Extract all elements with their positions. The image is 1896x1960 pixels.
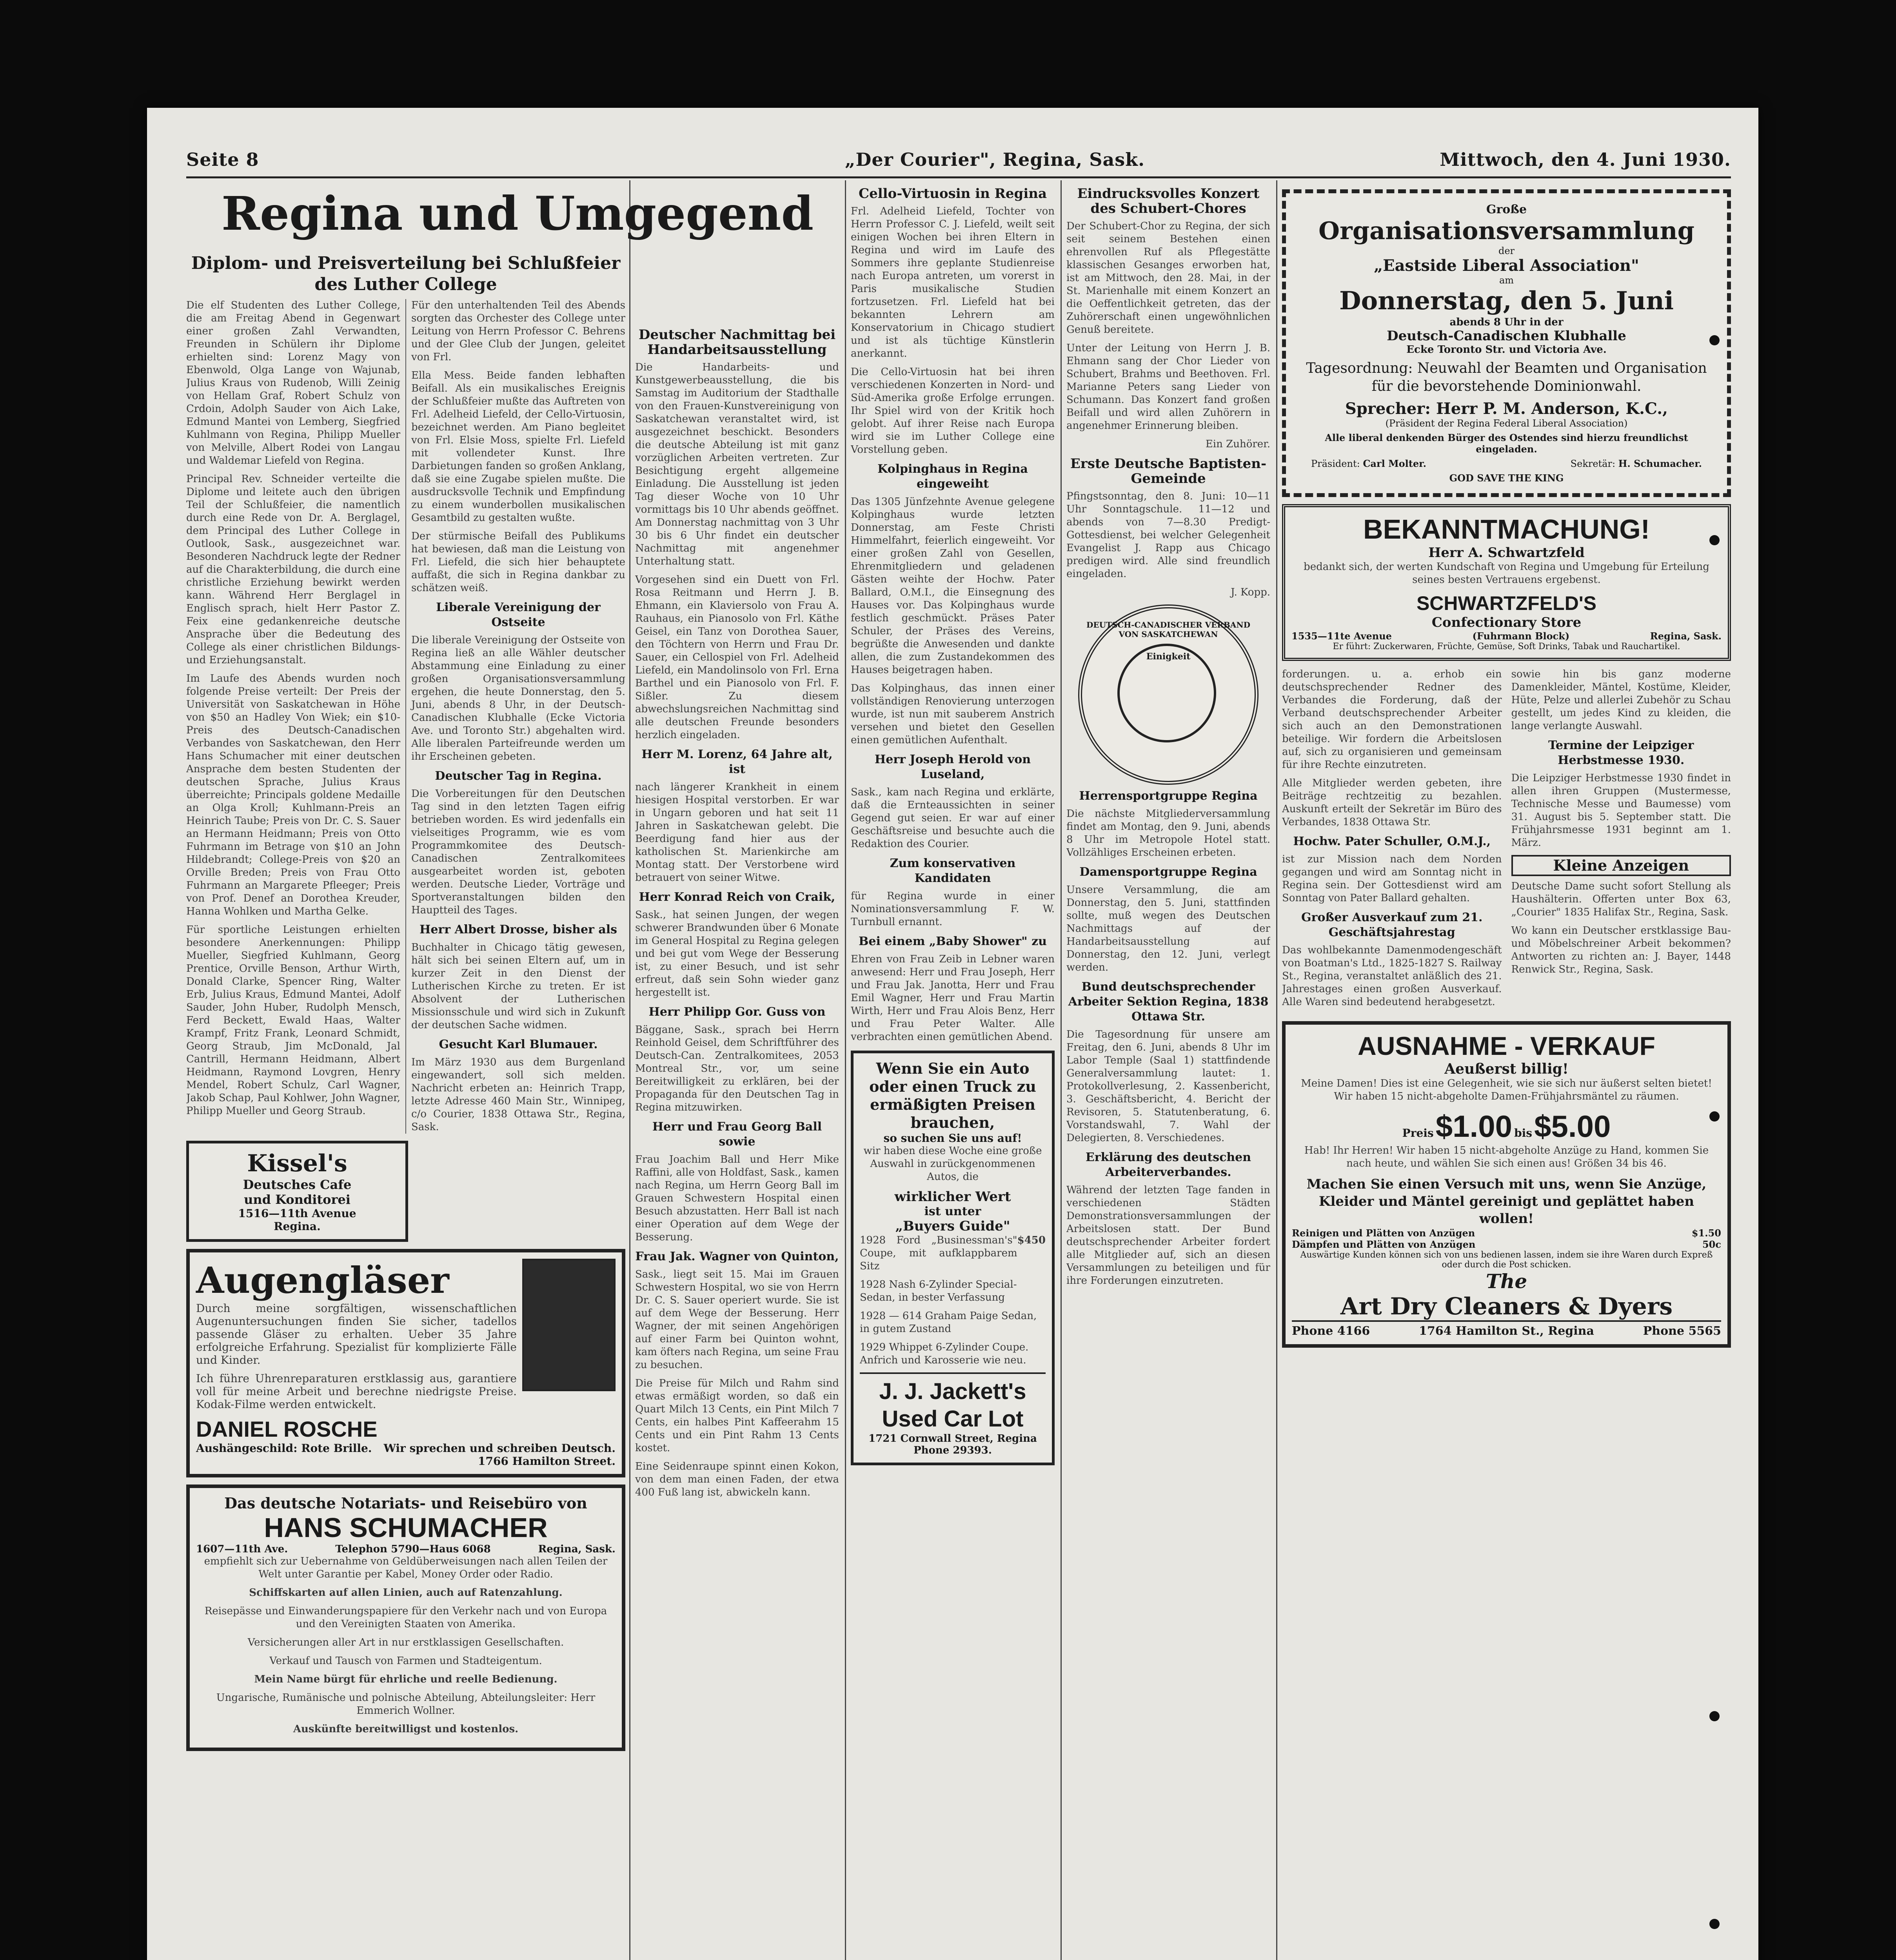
ad-text: Reisepässe und Einwanderungspapiere für den Verkehr nach und von Europa und den Vereinigten Staaten von Amerika.: [204, 1605, 607, 1630]
ad-city: Regina, Sask.: [538, 1543, 616, 1555]
paragraph: Die Leipziger Herbstmesse 1930 findet in allen ihren Gruppen (Mustermesse, Technische Messe und Baumesse) vom 31. August bis 5. September statt. Die Frühjahrsmesse 1931 beginnt am 1. März.: [1511, 772, 1731, 849]
column-rule: [845, 180, 846, 1960]
column-rule: [1276, 180, 1277, 1960]
ad-title: AUSNAHME - VERKAUF: [1358, 1031, 1655, 1060]
ad-text: bedankt sich, der werten Kundschaft von Regina und Umgebung für Erteilung seines besten Vertrauens ergebenst.: [1304, 561, 1709, 586]
ad-line: (Präsident der Regina Federal Liberal Association): [1385, 418, 1628, 429]
ad-who: Herr A. Schwartzfeld: [1428, 545, 1585, 561]
phone-number: 4166: [1337, 1324, 1370, 1338]
ad-text: Meine Damen! Dies ist eine Gelegenheit, wie sie sich nur äußerst selten bietet! Wir haben 15 nicht-abgeholte Damen-Frühjahrsmäntel zu räumen.: [1301, 1078, 1712, 1102]
column-rule: [629, 180, 630, 1960]
ad-line: Große: [1486, 203, 1527, 216]
paragraph: sowie hin bis ganz moderne Damenkleider, Mäntel, Kostüme, Kleider, Hüte, Pelze und allerlei Zubehör zu Schau gestellt, um jedes Kind zu kleiden, die lange verlangte Auswahl.: [1511, 668, 1731, 732]
signature: J. Kopp.: [1231, 586, 1270, 598]
ad-text: Ich führe Uhrenreparaturen erstklassig aus, garantiere voll für meine Arbeit und berechne niedrigste Preise. Kodak-Filme werden entwickelt.: [196, 1372, 517, 1411]
price-label: Preis: [1402, 1127, 1434, 1140]
paragraph: Alle Mitglieder werden gebeten, ihre Beiträge rechtzeitig zu bezahlen. Auskunft erteilt der Sekretär im Büro des Verbandes, 1838 Ottawa Str.: [1282, 777, 1502, 828]
paragraph: Eine Seidenraupe spinnt einen Kokon, von dem man einen Faden, der etwa 400 Fuß lang ist, abwickeln kann.: [635, 1461, 839, 1498]
ad-line: am: [1499, 275, 1514, 286]
ad-line: und Konditorei: [244, 1192, 351, 1207]
ad-sub: Confectionary Store: [1431, 615, 1582, 630]
paragraph: nach längerer Krankheit in einem hiesigen Hospital verstorben. Er war in Ungarn geboren und hat seit 11 Jahren in Saskatchewan gelebt. Die Beerdigung fand hier aus der katholischen St. Marienkirche am Montag statt. Der Verstorbene wird betrauert von seiner Witwe.: [635, 781, 839, 884]
column-3: [635, 323, 839, 1960]
binder-hole: [1709, 1111, 1720, 1122]
signature: Ein Zuhörer.: [1205, 438, 1270, 450]
paragraph: Das wohlbekannte Damenmodengeschäft von Boatman's Ltd., 1825-1827 S. Railway St., Regina, veranstaltet anläßlich des 21. Jahrestages einen großen Ausverkauf. Alle Waren sind bedeutend herabgesetzt.: [1282, 944, 1502, 1008]
article-title: Cello-Virtuosin in Regina: [859, 186, 1047, 201]
paragraph: Für sportliche Leistungen erhielten besondere Anerkennungen: Philipp Mueller, Siegfried Kuhlmann, Georg Prentice, Orville Benson, Arthur Wirth, Donald Clarke, Spencer Ring, Walter Erb, Julius Kraus, Edmund Mantei, Adolf Sauder, John Huber, Rudolph Mensch, Ferd Beckett, Ewald Haas, Walter Krampf, Fritz Frank, Leonard Schmidt, Georg Straub, Jim McDonald, Jal Cantrill, Hermann Heidmann, Albert Heidmann, Raymond Lovgren, Henry Mendel, Robert Schulz, Carl Wagner, Jakob Schap, Paul Kohlwer, John Wagner, Philipp Mueller und Georg Straub.: [186, 924, 400, 1117]
ad-sub: Aeußerst billig!: [1444, 1061, 1569, 1077]
ad-text: Hab! Ihr Herren! Wir haben 15 nicht-abgeholte Anzüge zu Hand, kommen Sie nach heute, und wählen Sie sich einen aus! Größen 34 bis 46.: [1304, 1145, 1709, 1169]
car-item: 1928 — 614 Graham Paige Sedan, in gutem Zustand: [860, 1310, 1037, 1335]
article-title: Gesucht Karl Blumauer.: [439, 1038, 598, 1051]
masthead: „Der Courier", Regina, Sask.: [845, 149, 1145, 170]
ad-machen: Machen Sie einen Versuch mit uns, wenn Sie Anzüge, Kleider und Mäntel gereinigt und geplättet haben wollen!: [1306, 1176, 1707, 1227]
ad-label: Präsident:: [1311, 458, 1360, 469]
ad-line: GOD SAVE THE KING: [1449, 472, 1564, 484]
binder-hole: [1709, 1919, 1720, 1929]
paragraph: ist zur Mission nach dem Norden gegangen und wird am Sonntag nicht in Regina sein. Der Gottesdienst wird am Sonntag von Pater Ballard gehalten.: [1282, 853, 1502, 904]
header-rule: [186, 176, 1731, 178]
ad-line: so suchen Sie uns auf!: [883, 1132, 1022, 1145]
ad-title: Wenn Sie ein Auto oder einen Truck zu ermäßigten Preisen brauchen,: [869, 1060, 1036, 1131]
paragraph: Ehren von Frau Zeib in Lebner waren anwesend: Herr und Frau Joseph, Herr und Frau Jak. Janotta, Herr und Frau Emil Wagner, Herr und Frau Martin Wirth, Herr und Frau Alois Benz, Herr und Frau Peter Walter. Alle verbrachten einen gemütlichen Abend.: [851, 953, 1055, 1043]
paragraph: Während der letzten Tage fanden in verschiedenen Städten Demonstrationsversammlungen der Arbeitslosen statt. Der Bund deutschsprechender Arbeiter fordert alle Mitglieder auf, sich an diesen Versammlungen zu beteiligen und für ihre Forderungen einzutreten.: [1066, 1184, 1270, 1287]
car-item: 1928 Nash 6-Zylinder Special-Sedan, in bester Verfassung: [860, 1279, 1017, 1303]
ad-address: 1764 Hamilton St., Regina: [1419, 1324, 1594, 1338]
article-title: Bei einem „Baby Shower" zu: [859, 935, 1047, 948]
ad-name: H. Schumacher.: [1618, 458, 1702, 469]
augenglaeser-ad: [186, 1249, 625, 1477]
article-title: Frau Jak. Wagner von Quinton,: [635, 1250, 839, 1263]
paragraph: Sask., hat seinen Jungen, der wegen schwerer Brandwunden über 6 Monate im General Hospital zu Regina gelegen und bei gut vom Wege der Besserung ist, zu einer Besuch, und ist sehr erfreut, daß sein Sohn wieder ganz hergestellt ist.: [635, 909, 839, 998]
ad-block: (Fuhrmann Block): [1472, 630, 1570, 642]
ad-phone: Telephon 5790—Haus 6068: [335, 1543, 491, 1555]
article-title: Großer Ausverkauf zum 21. Geschäftsjahrestag: [1301, 911, 1483, 939]
ad-side: Wir sprechen und schreiben Deutsch.: [383, 1442, 616, 1455]
ad-date: Donnerstag, den 5. Juni: [1339, 286, 1674, 316]
section-title: Regina und Umgegend: [221, 186, 814, 241]
paragraph: Im Laufe des Abends wurden noch folgende Preise verteilt: Der Preis der Universität von Saskatchewan in Höhe von $50 an Hadley Von Wiek; ein $10-Preis des Deutsch-Canadischen Verbandes von Saskatchewan, den Herr Hans Schumacher mit einer deutschen Ansprache dem besten Studenten der deutschen Sprache, Julius Kraus überreichte; Principals goldene Medaille an Olga Kroll; Kuhlmann-Preis an Heinrich Taube; Preis von Dr. C. S. Sauer an Hermann Heidmann; Preis von Otto Fuhrmann im Betrage von $10 an John Hildebrandt; College-Preis von $20 an Orville Breden; Preis von Frau Otto Fuhrmann an Margarete Pfleeger; Preis von Prof. Denef an Dorothea Kreuder, Hanna Wohlken und Martha Gelke.: [186, 673, 400, 917]
ad-title: Organisationsversammlung: [1318, 216, 1694, 245]
paragraph: Pfingstsonntag, den 8. Juni: 10—11 Uhr Sonntagschule. 11—12 und abends von 7—8.30 Predigt-Gottesdienst, bei welcher Gelegenheit Evangelist J. Rapp aus Chicago predigen wird. Alle sind freundlich eingeladen.: [1066, 490, 1270, 580]
price-to: $5.00: [1534, 1109, 1611, 1143]
paragraph: Sask., kam nach Regina und erklärte, daß die Ernteaussichten in seiner Gegend gut seien. Er war auf einer Geschäftsreise und besuchte auch die Redaktion des Courier.: [851, 786, 1055, 850]
ad-text: wir haben diese Woche eine große Auswahl in zurückgenommenen Autos, die: [863, 1145, 1042, 1183]
ad-line: ist unter: [924, 1205, 981, 1218]
ad-line: Ecke Toronto Str. und Victoria Ave.: [1406, 344, 1607, 356]
ausnahme-verkauf-ad: [1282, 1021, 1731, 1348]
ad-address: 1766 Hamilton Street.: [478, 1455, 616, 1468]
ad-text: Versicherungen aller Art in nur erstklassigen Gesellschaften.: [247, 1637, 564, 1648]
classified-ad: Wo kann ein Deutscher erstklassige Bau- und Möbelschreiner Arbeit bekommen? Antworten zu richten an: J. Bayer, 1448 Renwick Str., Regina, Sask.: [1511, 925, 1731, 975]
kissels-ad: [186, 1141, 408, 1242]
binder-hole: [1709, 1711, 1720, 1721]
ad-speaker: Sprecher: Herr P. M. Anderson, K.C.,: [1345, 399, 1668, 418]
service-item: Dämpfen und Plätten von Anzügen: [1292, 1239, 1476, 1250]
phone-number: 5565: [1688, 1324, 1721, 1338]
organisation-ad: [1282, 189, 1731, 497]
ad-text: Mein Name bürgt für ehrliche und reelle Bedienung.: [254, 1673, 558, 1685]
paragraph: forderungen. u. a. erhob ein deutschsprechender Redner des Verbandes die Forderung, daß der Verband deutschsprechender Arbeiter sich auch an den Demonstrationen beteilige. Wir fordern die Arbeitslosen auf, sich zu organisieren und gemeinsam für ihre Rechte einzutreten.: [1282, 668, 1502, 771]
article-title: Herr M. Lorenz, 64 Jahre alt, ist: [641, 748, 833, 776]
ad-line: „Buyers Guide": [895, 1218, 1010, 1234]
ad-text: Durch meine sorgfältigen, wissenschaftlichen Augenuntersuchungen finden Sie sicher, tadellos passende Gläser zu erhalten. Ueber 35 Jahre erfolgreiche Erfahrung. Spezialist für komplizierte Fälle und Kinder.: [196, 1302, 517, 1367]
ad-address: 1721 Cornwall Street, Regina: [868, 1433, 1037, 1445]
ad-company: Art Dry Cleaners & Dyers: [1340, 1293, 1673, 1320]
article-title: Eindrucksvolles Konzert des Schubert-Chores: [1077, 186, 1260, 216]
ad-invite: Alle liberal denkenden Bürger des Ostendes sind hierzu freundlichst eingeladen.: [1325, 432, 1688, 455]
portrait-image: [522, 1259, 616, 1391]
service-item: Reinigen und Plätten von Anzügen: [1292, 1227, 1475, 1239]
ad-address: 1607—11th Ave.: [196, 1543, 288, 1555]
paragraph: Der stürmische Beifall des Publikums hat bewiesen, daß man die Leistung von Frl. Liefeld, die sich hier behauptete auffaßt, die sich in Regina dankbar zu schätzen weiß.: [411, 530, 625, 594]
ad-name: DANIEL ROSCHE: [196, 1417, 378, 1441]
classifieds-title: Kleine Anzeigen: [1511, 855, 1731, 876]
article-title: Herrensportgruppe Regina: [1079, 789, 1258, 803]
service-price: $1.50: [1691, 1227, 1721, 1239]
ad-line: wirklicher Wert: [894, 1189, 1011, 1205]
article-title: Zum konservativen Kandidaten: [890, 857, 1016, 885]
binder-hole: [1709, 535, 1720, 545]
schumacher-ad: [186, 1485, 625, 1751]
paragraph: Das 1305 Jünfzehnte Avenue gelegene Kolpinghaus wurde letzten Donnerstag, am Feste Christi Himmelfahrt, feierlich eingeweiht. Vor einer großen Zahl von Gesellen, Ehrenmitgliedern und geladenen Gästen weihte der Hochw. Pater Ballard, O.M.I., die Einsegnung des Hauses vor. Das Kolpinghaus wurde festlich geschmückt. Präses Pater Schuler, der Präses des Vereins, begrüßte die Anwesenden und dankte allen, die zum Zustandekommen des Hauses beigetragen haben.: [851, 496, 1055, 676]
paragraph: Die elf Studenten des Luther College, die am Freitag Abend in Gegenwart einer großen Zahl Verwandten, Freunden in Schülern ihr Diplome erhielten sind: Lorenz Magy von Ebenwold, Olga Lange von Wajunab, Julius Kraus von Rudenob, Willi Zeinig von Hellam Graf, Robert Schulz von Crdoin, Adolph Sauder von Aich Lake, Edmund Mantei von Lemberg, Siegfried Kuhlmann von Regina, Philipp Mueller von Melville, Albert Rodei von Langau und Waldemar Liefeld von Regina.: [186, 299, 400, 466]
bekanntmachung-ad: [1282, 504, 1731, 661]
paragraph: Die liberale Vereinigung der Ostseite von Regina ließ an alle Wähler deutscher Abstammung eine Einladung zu einer großen Organisationsversammlung ergehen, die heute Donnerstag, den 5. Juni, abends 8 Uhr, in der Deutsch-Canadischen Klubhalle (Ecke Victoria Ave. und Toronto Str.) abgehalten wird. Alle liberalen Parteifreunde werden um ihr Erscheinen gebeten.: [411, 634, 625, 762]
article-title: Erste Deutsche Baptisten-Gemeinde: [1070, 456, 1267, 486]
seal-motto: Einigkeit: [1146, 652, 1191, 662]
article-title: Termine der Leipziger Herbstmesse 1930.: [1548, 739, 1694, 767]
paragraph: Frl. Adelheid Liefeld, Tochter von Herrn Professor C. J. Liefeld, weilt seit einigen Wochen bei ihren Eltern in Regina und wird im Laufe des Sommers ihre geplante Studienreise nach Europa antreten, um vorerst in Paris musikalische Studien fortzusetzen. Frl. Liefeld hat bei bekannten Lehrern am Konservatorium in Chicago studiert und ist als tüchtige Künstlerin anerkannt.: [851, 205, 1055, 359]
paragraph: Principal Rev. Schneider verteilte die Diplome und leitete auch den übrigen Teil der Schlußfeier, die namentlich durch eine Rede von Dr. A. Berglagel, dem Principal des Luther College in Outlook, Sask., ausgezeichnet war. Besonderen Nachdruck legte der Redner auf die Charakterbildung, die durch eine christliche Erziehung bewirkt werden kann. Während Herr Berglagel in Englisch sprach, hielt Herr Pastor Z. Feix eine gedankenreiche deutsche Ansprache über die Bedeutung des College als einer christlichen Bildungs- und Erziehungsanstalt.: [186, 473, 400, 666]
ad-name: Carl Molter.: [1363, 458, 1426, 469]
phone-label: Phone: [1643, 1324, 1685, 1338]
price-from: $1.00: [1435, 1109, 1512, 1143]
verband-seal-emblem: [1078, 604, 1259, 785]
ad-phone: Phone 29393.: [913, 1445, 992, 1456]
paragraph: für Regina wurde in einer Nominationsversammlung F. W. Turnbull ernannt.: [851, 890, 1055, 928]
article-title: Erklärung des deutschen Arbeiterverbandes.: [1085, 1151, 1251, 1179]
paragraph: Die nächste Mitgliederversammlung findet am Montag, den 9. Juni, abends 8 Uhr im Metropole Hotel statt. Vollzähliges Erscheinen erbeten.: [1066, 808, 1270, 858]
service-price: 50c: [1702, 1239, 1721, 1250]
article-title: Hochw. Pater Schuller, O.M.J.,: [1293, 835, 1491, 848]
price-bis: bis: [1514, 1127, 1533, 1140]
ad-text: Ungarische, Rumänische und polnische Abteilung, Abteilungsleiter: Herr Emmerich Wollner.: [216, 1692, 596, 1717]
article-title: Herr Albert Drosse, bisher als: [419, 923, 617, 936]
ad-name: J. J. Jackett's Used Car Lot: [860, 1372, 1046, 1433]
column-1: [186, 249, 625, 1960]
paragraph: Das Kolpinghaus, das innen einer vollständigen Renovierung unterzogen wurde, ist nun mit sauberem Anstrich versehen und bietet den Gesellen einen gemütlichen Aufenthalt.: [851, 682, 1055, 746]
two-col-text: [1282, 668, 1731, 1014]
ad-line: abends 8 Uhr in der: [1449, 316, 1564, 328]
paragraph: Buchhalter in Chicago tätig gewesen, hält sich bei seinen Eltern auf, um in kurzer Zeit in den Dienst der Lutherischen Kirche zu treten. Er ist Absolvent der Lutherischen Missionsschule und wird sich in Zukunft der deutschen Sache widmen.: [411, 942, 625, 1031]
car-item: 1928 Ford „Businessman's" Coupe, mit aufklappbarem Sitz: [860, 1234, 1017, 1272]
binder-hole: [1709, 335, 1720, 345]
paragraph: Die Cello-Virtuosin hat bei ihren verschiedenen Konzerten in Nord- und Süd-Amerika große Erfolge errungen. Ihr Spiel wird von der Kritik hoch gelobt. Auf ihrer Reise nach Europa wird sie im Luther College eine Vorstellung geben.: [851, 366, 1055, 456]
ad-place: Deutsch-Canadischen Klubhalle: [1387, 328, 1626, 344]
ad-text: empfiehlt sich zur Uebernahme von Geldüberweisungen nach allen Teilen der Welt unter Garantie per Kabel, Money Order oder Radio.: [204, 1555, 608, 1580]
article-title: Diplom- und Preisverteilung bei Schlußfeier des Luther College: [191, 253, 621, 294]
car-price: $450: [1017, 1234, 1046, 1246]
page-number: Seite 8: [186, 149, 259, 170]
ad-sign: Aushängeschild: Rote Brille.: [196, 1442, 372, 1455]
ad-title: Augengläser: [196, 1259, 449, 1301]
paragraph: Vorgesehen sind ein Duett von Frl. Rosa Reitmann und Herrn J. B. Ehmann, ein Klaviersolo von Frau A. Rauhaus, ein Pianosolo von Frl. Käthe Geisel, ein Tanz von Dorothea Sauer, den Töchtern von Herrn und Frau Dr. Sauer, ein Cellospiel von Frl. Adelheid Liefeld, ein Mandolinsolo von Frl. Erna Barthel und ein Pianosolo von Frl. F. Sißler. Zu diesem abwechslungsreichen Nachmittag sind alle deutschen Freunde besonders herzlich eingeladen.: [635, 574, 839, 741]
article-title: Kolpinghaus in Regina eingeweiht: [877, 462, 1028, 491]
ad-line: Deutsches Cafe: [243, 1177, 352, 1192]
ad-city: Regina, Sask.: [1650, 630, 1722, 642]
paragraph: Sask., liegt seit 15. Mai im Grauen Schwestern Hospital, wo sie von Herrn Dr. C. S. Sauer operiert wurde. Sie ist auf dem Wege der Besserung. Herr Wagner, der mit seinen Angehörigen auf einer Farm bei Quinton wohnt, kam öfters nach Regina, um seine Frau zu besuchen.: [635, 1269, 839, 1371]
column-6: [1282, 182, 1731, 1960]
article-title: Damensportgruppe Regina: [1079, 865, 1257, 879]
article-title: Bund deutschsprechender Arbeiter Sektion Regina, 1838 Ottawa Str.: [1068, 980, 1269, 1024]
ad-agenda: Tagesordnung: Neuwahl der Beamten und Organisation für die bevorstehende Dominionwahl.: [1306, 360, 1707, 394]
classified-ad: Deutsche Dame sucht sofort Stellung als Haushälterin. Offerten unter Box 63, „Courier" 1835 Halifax Str., Regina, Sask.: [1511, 880, 1731, 918]
newspaper-page: [147, 108, 1758, 1960]
ad-label: Sekretär:: [1570, 458, 1616, 469]
article-title: Herr Konrad Reich von Craik,: [639, 890, 835, 904]
article-title: Liberale Vereinigung der Ostseite: [436, 601, 601, 629]
article-body: [186, 299, 625, 1134]
ad-items: Er führt: Zuckerwaren, Früchte, Gemüse, Soft Drinks, Tabak und Rauchartikel.: [1333, 642, 1680, 652]
ad-mail: Auswärtige Kunden können sich von uns bedienen lassen, indem sie ihre Waren durch Expreß oder durch die Post schicken.: [1300, 1250, 1713, 1270]
article-title: Herr Joseph Herold von Luseland,: [874, 753, 1031, 781]
paragraph: Im März 1930 aus dem Burgenland eingewandert, soll sich melden. Nachricht erbeten an: Heinrich Trapp, letzte Adresse 460 Main Str., Winnipeg, c/o Courier, 1838 Ottawa Str., Regina, Sask.: [411, 1056, 625, 1133]
paragraph: Frau Joachim Ball und Herr Mike Raffini, alle von Holdfast, Sask., kamen nach Regina, um Herrn Georg Ball im Grauen Schwestern Hospital einen Besuch abzustatten. Herr Ball ist nach einer Operation auf dem Wege der Besserung.: [635, 1154, 839, 1243]
ad-text: Schiffskarten auf allen Linien, auch auf Ratenzahlung.: [249, 1587, 563, 1599]
paragraph: Die Handarbeits- und Kunstgewerbeausstellung, die bis Samstag im Auditorium der Stadthalle von den Frauen-Kunstvereinigung von Saskatchewan veranstaltet wird, ist ausgezeichnet beschickt. Besonders die deutsche Abteilung ist mit ganz vorzüglichen Arbeiten vertreten. Zur Besichtigung ergeht allgemeine Einladung. Die Ausstellung ist jeden Tag dieser Woche von 10 Uhr vormittags bis 10 Uhr abends geöffnet. Am Donnerstag nachmittag von 3 Uhr 30 bis 6 Uhr findet ein deutscher Nachmittag mit angenehmer Unterhaltung statt.: [635, 361, 839, 567]
paragraph: Ella Mess. Beide fanden lebhaften Beifall. Als ein musikalisches Ereignis der Schlußfeier mußte das Auftreten von Frl. Adelheid Liefeld, der Cello-Virtuosin, bezeichnet werden. Am Piano begleitet von Frl. Elsie Moss, spielte Frl. Liefeld mit vollendeter Kunst. Ihre Darbietungen fanden so großen Anklang, daß sie eine Zugabe spielen mußte. Die ausdrucksvolle Technik und Empfindung zu einem wunderbollen musikalischen Gesamtbild zu gestalten wußte.: [411, 370, 625, 524]
seal-text: DEUTSCH-CANADISCHER VERBAND VON SASKATCHEWAN: [1086, 620, 1250, 639]
paragraph: Die Tagesordnung für unsere am Freitag, den 6. Juni, abends 8 Uhr im Labor Temple (Saal 1) stattfindende Generalversammlung lautet: 1. Protokollverlesung, 2. Kassenbericht, 3. Geschäftsbericht, 4. Bericht der Revisoren, 5. Statutenberatung, 6. Vorstandswahl, 7. Wahl der Delegierten, 8. Verschiedenes.: [1066, 1029, 1270, 1144]
column-5: [1066, 182, 1270, 1960]
article-title: Herr Philipp Gor. Guss von: [648, 1005, 826, 1019]
column-rule: [1061, 180, 1062, 1960]
auto-ad: [851, 1051, 1055, 1465]
column-4: [851, 182, 1055, 1960]
paragraph: Der Schubert-Chor zu Regina, der sich seit seinem Bestehen einen ehrenvollen Ruf als Pflegestätte klassischen Gesanges erworben hat, ist am Mittwoch, den 28. Mai, in der St. Marienhalle mit einem Konzert an die Oeffentlichkeit getreten, das der Zuhörerschaft einen ungewöhnlichen Genuß bereitete.: [1066, 220, 1270, 336]
ad-line: der: [1498, 245, 1515, 256]
phone-label: Phone: [1292, 1324, 1333, 1338]
ad-assoc: „Eastside Liberal Association": [1374, 256, 1639, 275]
ad-top: Das deutsche Notariats- und Reisebüro von: [224, 1494, 587, 1512]
paragraph: Bäggane, Sask., sprach bei Herrn Reinhold Geisel, dem Schriftführer des Deutsch-Can. Zentralkomitees, 2053 Montreal Str., vor, um seine Bereitwilligkeit zu erklären, bei der Propaganda für den Deutschen Tag in Regina mitzuwirken.: [635, 1024, 839, 1113]
ad-title: Kissel's: [247, 1150, 347, 1177]
ad-address: 1535—11te Avenue: [1291, 630, 1392, 642]
article-title: Deutscher Tag in Regina.: [435, 769, 602, 783]
ad-address: 1516—11th Avenue: [238, 1207, 356, 1220]
paragraph: Unsere Versammlung, die am Donnerstag, den 5. Juni, stattfinden sollte, muß wegen des Deutschen Nachmittags auf der Handarbeitsausstellung auf Donnerstag, den 12. Juni, verlegt werden.: [1066, 884, 1270, 973]
ad-name: HANS SCHUMACHER: [264, 1512, 548, 1543]
car-item: 1929 Whippet 6-Zylinder Coupe. Anfrich und Karosserie wie neu.: [860, 1341, 1029, 1366]
paragraph: Die Preise für Milch und Rahm sind etwas ermäßigt worden, so daß ein Quart Milch 13 Cents, ein Pint Milch 7 Cents, ein halbes Pint Kaffeerahm 15 Cents und ein Pint Rahm 13 Cents kostet.: [635, 1377, 839, 1454]
paragraph: Für den unterhaltenden Teil des Abends sorgten das Orchester des College unter Leitung von Herrn Professor C. Behrens und der Glee Club der Jungen, geleitet von Frl.: [411, 299, 625, 363]
issue-date: Mittwoch, den 4. Juni 1930.: [1440, 149, 1731, 170]
paragraph: Unter der Leitung von Herrn J. B. Ehmann sang der Chor Lieder von Schubert, Brahms und Beethoven. Frl. Marianne Peters sang Lieder von Schumann. Das Konzert fand großen Beifall und wird allen Zuhörern in angenehmer Erinnerung bleiben.: [1066, 342, 1270, 432]
ad-title: BEKANNTMACHUNG!: [1363, 514, 1650, 544]
ad-city: Regina.: [274, 1220, 321, 1233]
article-title: Deutscher Nachmittag bei Handarbeitsausstellung: [638, 327, 836, 358]
ad-text: Auskünfte bereitwilligst und kostenlos.: [293, 1723, 519, 1735]
article-title: Herr und Frau Georg Ball sowie: [652, 1120, 822, 1149]
ad-the: The: [1486, 1270, 1527, 1293]
ad-text: Verkauf und Tausch von Farmen und Stadteigentum.: [269, 1655, 542, 1667]
paragraph: Die Vorbereitungen für den Deutschen Tag sind in den letzten Tagen eifrig betrieben worden. Es wird jedenfalls ein vielseitiges Programm, wie es vom Programmkomitee des Deutsch-Canadischen Zentralkomitees ausgearbeitet worden ist, geboten werden. Deutsche Lieder, Vorträge und Sportveranstaltungen bilden den Hauptteil des Tages.: [411, 788, 625, 916]
ad-store: SCHWARTZFELD'S: [1416, 592, 1597, 614]
